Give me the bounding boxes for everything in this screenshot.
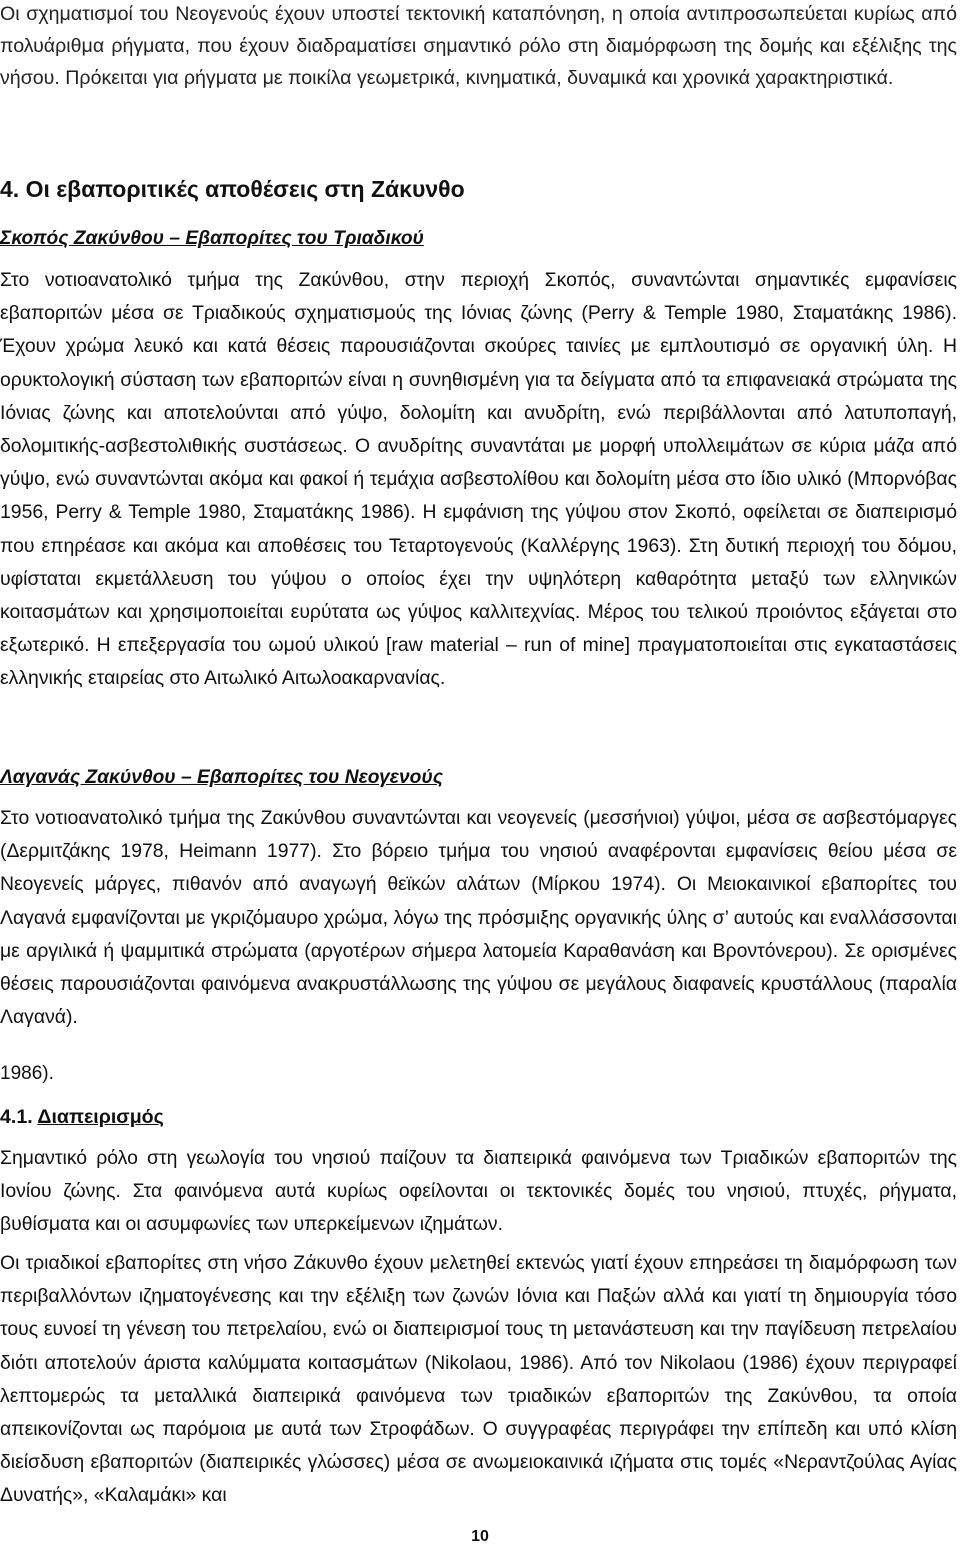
stray-citation-text: 1986). [0, 1063, 54, 1084]
page-number: 10 [471, 1528, 489, 1545]
section-heading: 4. Οι εβαποριτικές αποθέσεις στη Ζάκυνθο [0, 176, 465, 202]
skopos-paragraph: Στο νοτιοανατολικό τμήμα της Ζακύνθου, στην περιοχή Σκοπός, συναντώνται σημαντικές εμφανίσεις εβαποριτών μέσα σε Τριαδικούς σχηματισμούς της Ιόνιας ζώνης (Perry & Temple 1980, Σταματάκης 1986). Έχουν χρώμα λευκό και κατά θέσεις παρουσιάζονται σκούρες ταινίες με εμπλουτισμό σε οργανική ύλη. Η ορυκτολογική σύσταση των εβαποριτών είναι η συνηθισμένη για τα δείγματα από τα επιφανειακά στρώματα της Ιόνιας ζώνης και αποτελούνται από γύψο, δολομίτη και ανυδρίτη, ενώ περιβάλλονται από λατυποπαγή, δολομιτικής-ασβεστολιθικής συστάσεως. Ο ανυδρίτης συναντάται με μορφή υπολλειμάτων σε κύρια μάζα από γύψο, ενώ συναντώνται ακόμα και φακοί ή τεμάχια ασβεστολίθου και δολομίτη μέσα στο ίδιο υλικό (Μπορνόβας 1956, Perry & Temple 1980, Σταματάκης 1986). Η εμφάνιση της γύψου στον Σκοπό, οφείλεται σε διαπειρισμό που επηρέασε και ακόμα και αποθέσεις του Τεταρτογενούς (Καλλέργης 1963). Στη δυτική περιοχή του δόμου, υφίσταται εκμετάλλευση του γύψου ο οποίος έχει την υψηλότερη καθαρότητα μεταξύ των ελληνικών κοιτασμάτων και χρησιμοποιείται ευρύτατα ως γύψος καλλιτεχνίας. Μέρος του τελικού προιόντος εξάγεται στο εξωτερικό. Η επεξεργασία του ωμού υλικού [raw material – run of mine] πραγματοποιείται στις εγκαταστάσεις ελληνικής εταιρείας στο Αιτωλικό Αιτωλοακαρνανίας. [0, 269, 957, 690]
diapirism-number: 4.1. [0, 1106, 33, 1128]
skopos-heading-text: Σκοπός Ζακύνθου – Εβαπορίτες του Τριαδικού [0, 228, 424, 249]
diapirism-title: Διαπειρισμός [37, 1106, 164, 1128]
diapirism-paragraph-2: Οι τριαδικοί εβαπορίτες στη νήσο Ζάκυνθο έχουν μελετηθεί εκτενώς γιατί έχουν επηρεάσει τη διαμόρφωση των περιβαλλόντων ιζηματογένεσης και την εξέλιξη των ζωνών Ιόνια και Παξών αλλά και γιατί τη δημιουργία τόσο τους ευνοεί τη γένεση του πετρελαίου, ενώ οι διαπειρισμοί τους τη μετανάστευση και την παγίδευση πετρελαίου διότι αποτελούν άριστα καλύμματα κοιτασμάτων (Nikolaou, 1986). Από τον Nikolaou (1986) έχουν περιγραφεί λεπτομερώς τα μεταλλικά διαπειρικά φαινόμενα των τριαδικών εβαποριτών της Ζακύνθου, τα οποία απεικονίζονται ως παρόμοια με αυτά των Στροφάδων. Ο συγγραφέας περιγράφει την επίπεδη και υπό κλίση διείσδυση εβαποριτών (διαπειρικές γλώσσες) μέσα σε ανωμειοκαινικά ιζήματα στις τομές «Νεραντζούλας Αγίας Δυνατής», «Καλαμάκι» και [0, 1252, 957, 1507]
lagana-heading-text: Λαγανάς Ζακύνθου – Εβαπορίτες του Νεογενούς [0, 767, 443, 788]
diapirism-heading [0, 1106, 164, 1129]
lagana-heading [0, 767, 443, 789]
lagana-paragraph: Στο νοτιοανατολικό τμήμα της Ζακύνθου συναντώνται και νεογενείς (μεσσήνιοι) γύψοι, μέσα σε ασβεστόμαργες (Δερμιτζάκης 1978, Heimann 1977). Στο βόρειο τμήμα του νησιού αναφέρονται εμφανίσεις θείου μέσα σε Νεογενείς μάργες, πιθανόν από αναγωγή θεϊκών αλάτων (Μίρκου 1974). Οι Μειοκαινικοί εβαπορίτες του Λαγανά εμφανίζονται με γκριζόμαυρο χρώμα, λόγω της πρόσμιξης οργανικής ύλης σ’ αυτούς και εναλλάσσονται με αργιλικά ή ψαμμιτικά στρώματα (αργοτέρων σήμερα λατομεία Καραθανάση και Βροντόνερου). Σε ορισμένες θέσεις παρουσιάζονται φαινόμενα ανακρυστάλλωσης της γύψου σε μεγάλους διαφανείς κρυστάλλους (παραλία Λαγανά). [0, 807, 957, 1029]
skopos-heading [0, 228, 424, 250]
diapirism-paragraph-1: Σημαντικό ρόλο στη γεωλογία του νησιού παίζουν τα διαπειρικά φαινόμενα των Τριαδικών εβαποριτών της Ιονίου ζώνης. Στα φαινόμενα αυτά κυρίως οφείλονται οι τεκτονικές δομές του νησιού, πτυχές, ρήγματα, βυθίσματα και οι ασυμφωνίες των υπερκείμενων ιζημάτων. [0, 1147, 957, 1236]
intro-paragraph: Οι σχηματισμοί του Νεογενούς έχουν υποστεί τεκτονική καταπόνηση, η οποία αντιπροσωπεύεται κυρίως από πολυάριθμα ρήγματα, που έχουν διαδραματίσει σημαντικό ρόλο στη διαμόρφωση της δομής και εξέλιξης της νήσου. Πρόκειται για ρήγματα με ποικίλα γεωμετρικά, κινηματικά, δυναμικά και χρονικά χαρακτηριστικά. [0, 3, 957, 90]
